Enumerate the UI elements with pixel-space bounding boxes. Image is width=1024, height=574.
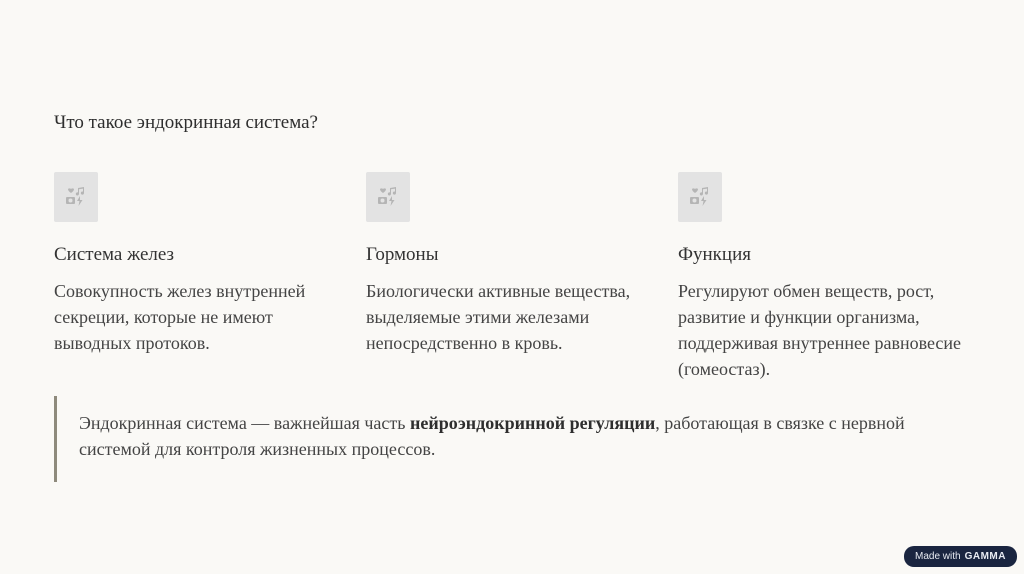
callout-bold-term: нейроэндокринной регуляции — [410, 413, 656, 433]
card-text: Биологически активные вещества, выделяемые этими железами непосредственно в кровь. — [366, 281, 631, 353]
callout-quote — [54, 396, 974, 482]
made-with-gamma-badge[interactable] — [904, 546, 1017, 567]
gamma-logo-text: GAMMA — [964, 551, 1006, 562]
card-text: Совокупность желез внутренней секреции, которые не имеют выводных протоков. — [54, 281, 306, 353]
card-hormones — [366, 172, 666, 356]
image-placeholder-icon — [54, 172, 98, 222]
card-title: Функция — [678, 244, 751, 265]
card-title: Гормоны — [366, 244, 439, 265]
page-title: Что такое эндокринная система? — [54, 112, 318, 133]
card-glands — [54, 172, 354, 356]
badge-prefix: Made with — [915, 551, 961, 562]
card-function — [678, 172, 978, 382]
image-placeholder-icon — [366, 172, 410, 222]
card-text: Регулируют обмен веществ, рост, развитие и функции организма, поддерживая внутреннее равновесие (гомеостаз). — [678, 281, 962, 379]
card-title: Система желез — [54, 244, 175, 265]
callout-text-after: , работающая в связке с нервной системой для контроля жизненных процессов. — [79, 413, 905, 459]
callout-text-before: Эндокринная система — важнейшая часть — [79, 413, 410, 433]
image-placeholder-icon — [678, 172, 722, 222]
